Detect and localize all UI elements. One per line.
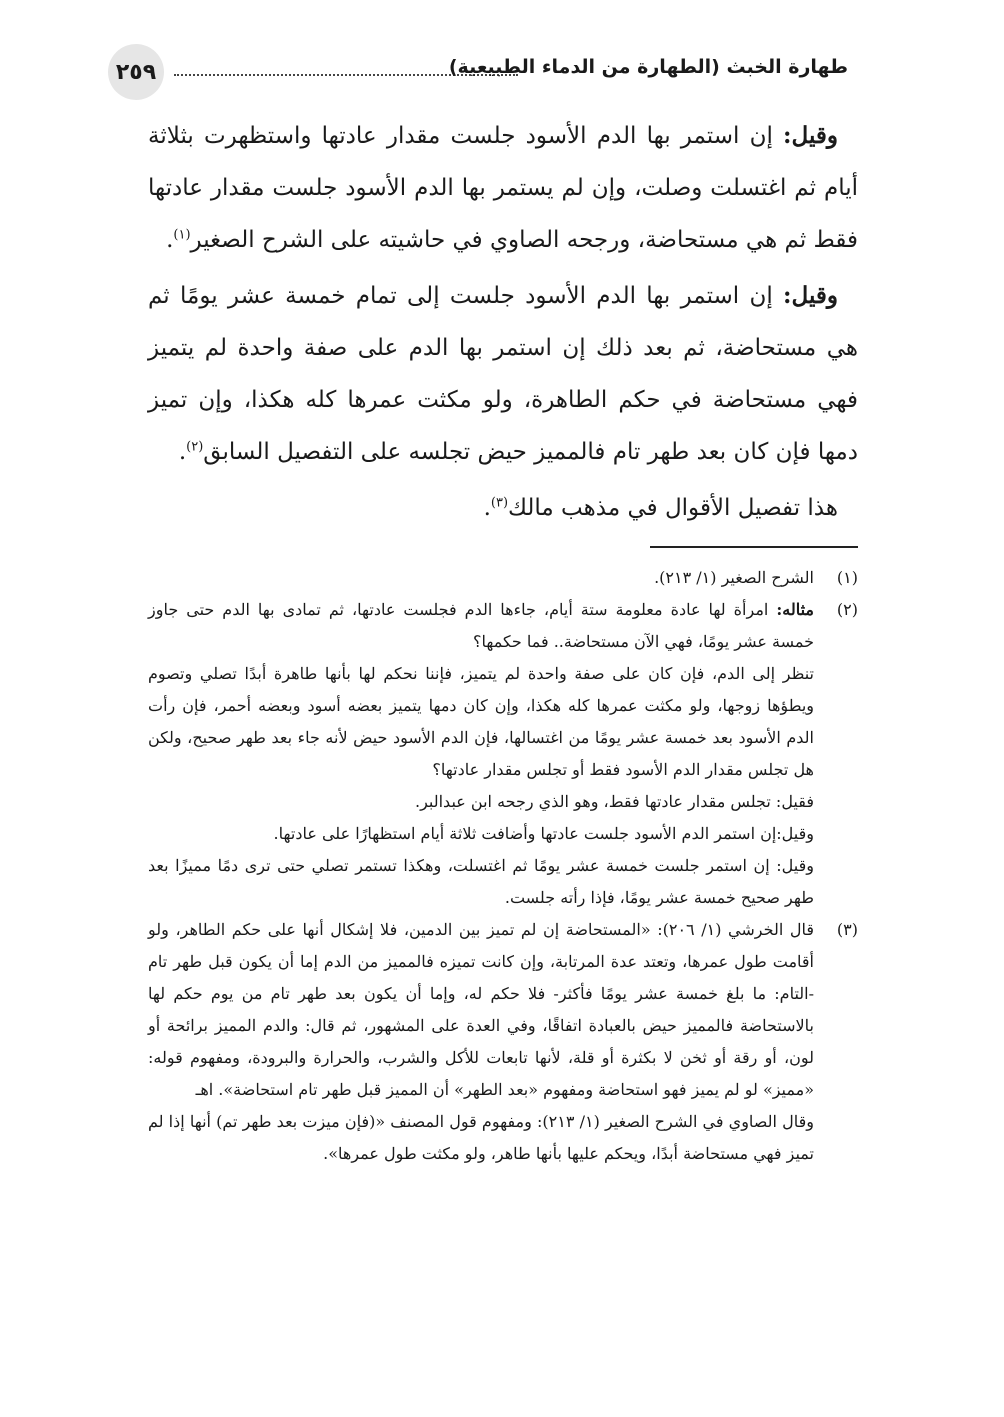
paragraph-text: إن استمر بها الدم الأسود جلست إلى تمام خمسة عشر يومًا ثم هي مستحاضة، ثم بعد ذلك إن استمر بها الدم على صفة واحدة لم يتميز فهي مستحاضة في حكم الطاهرة، ولو مكثت عمرها كله هكذا، وإن تميز دمها فإن كان بعد طهر تام فالمميز حيض تجلسه على التفصيل السابق [148,283,858,465]
footnote-line: وقيل:إن استمر الدم الأسود جلست عادتها وأضافت ثلاثة أيام استظهارًا على عادتها. [273,824,814,843]
footnote-line: تنظر إلى الدم، فإن كان على صفة واحدة لم يتميز، فإننا نحكم لها بأنها طاهرة أبدًا تصلي وتصوم ويطؤها زوجها، ولو مكثت عمرها كله هكذا، وإن كان دمها يتميز بعضه أسود وبعضه أحمر، فإن رأت الدم الأسود بعد خمسة عشر يومًا من اغتسالها، فإن الدم الأسود حيض لأنه جاء بعد طهر صحيح، ولكن هل تجلس مقدار الدم الأسود فقط أو تجلس مقدار عادتها؟ [148,664,815,779]
footnote-ref[interactable]: (٢) [186,439,204,455]
footnote-body [148,914,814,1170]
page-header [108,44,848,100]
footnote-line: وقال الصاوي في الشرح الصغير (١/ ٢١٣): ومفهوم قول المصنف «(فإن ميزت بعد طهر تم) أنها إذا لم تميز فهي مستحاضة أبدًا، ويحكم عليها بأنها طاهر، ولو مكثت طول عمرها». [148,1112,815,1163]
footnote-line: قال الخرشي (١/ ٢٠٦): «المستحاضة إن لم تميز بين الدمين، فلا إشكال أنها على حكم الطاهر، ولو أقامت طول عمرها، وتعتد عدة المرتابة، وإن كانت تميزه فالمميز من الدم إما أن يكون قبل طهر تام -التام: ما بلغ خمسة عشر يومًا فأكثر- فلا حكم له، وإما أن يكون بعد طهر تام من يوم حكم لها بالاستحاضة فالمميز حيض بالعبادة اتفاقًا، وفي العدة على المشهور، ثم قال: والدم المميز برائحة أو لون، أو رقة أو ثخن لا بكثرة أو قلة، لأنها تابعات للأكل والشرب، والحرارة والبرودة، ومفهوم قوله: «مميز» لو لم يميز فهو استحاضة ومفهوم «بعد الطهر» أن المميز قبل طهر تام استحاضة». اهـ [148,920,815,1099]
paragraph-end: . [483,495,491,521]
paragraph [148,270,858,478]
footnote-text: امرأة لها عادة معلومة ستة أيام، جاءها الدم فجلست عادتها، ثم تمادى بها الدم حتى جاوز خمسة عشر يومًا، فهي الآن مستحاضة.. فما حكمها؟ [148,600,814,651]
footnote-number: (٢) [836,600,858,619]
footnote-item [148,594,858,914]
footnote-line: فقيل: تجلس مقدار عادتها فقط، وهو الذي رجحه ابن عبدالبر. [414,792,814,811]
paragraph [148,110,858,266]
paragraph-text: إن استمر بها الدم الأسود جلست مقدار عادتها واستظهرت بثلاثة أيام ثم اغتسلت وصلت، وإن لم يستمر بها الدم الأسود جلست مقدار عادتها فقط ثم هي مستحاضة، ورجحه الصاوي في حاشيته على الشرح الصغير [148,123,858,253]
footnote-separator [650,546,858,548]
page-number: ٢٥٩ [108,44,164,100]
footnote-number: (٣) [836,920,858,939]
main-text [148,110,858,538]
footnote-number: (١) [836,568,858,587]
footnote-ref[interactable]: (١) [173,227,191,243]
footnote-lead: مثاله: [776,600,814,619]
footnote-item [148,562,858,594]
footnote-body [148,594,814,914]
footnote-line: وقيل: إن استمر جلست خمسة عشر يومًا ثم اغتسلت، وهكذا تستمر تصلي حتى ترى دمًا مميزًا بعد طهر صحيح خمسة عشر يومًا، فإذا رأته جلست. [148,856,814,907]
paragraph-end: . [178,439,187,465]
footnotes [148,562,858,1170]
paragraph [148,482,858,534]
footnote-line [148,594,814,658]
footnote-ref[interactable]: (٣) [490,495,509,511]
paragraph-lead: وقيل: [783,282,838,309]
footnote-body [148,562,814,594]
running-title: طهارة الخبث (الطهارة من الدماء الطبيعية) [448,56,848,78]
footnote-line: الشرح الصغير (١/ ٢١٣). [654,568,814,587]
footnote-item [148,914,858,1170]
paragraph-lead: وقيل: [783,122,838,149]
paragraph-text: هذا تفصيل الأقوال في مذهب مالك [508,495,838,521]
paragraph-end: . [166,227,174,253]
